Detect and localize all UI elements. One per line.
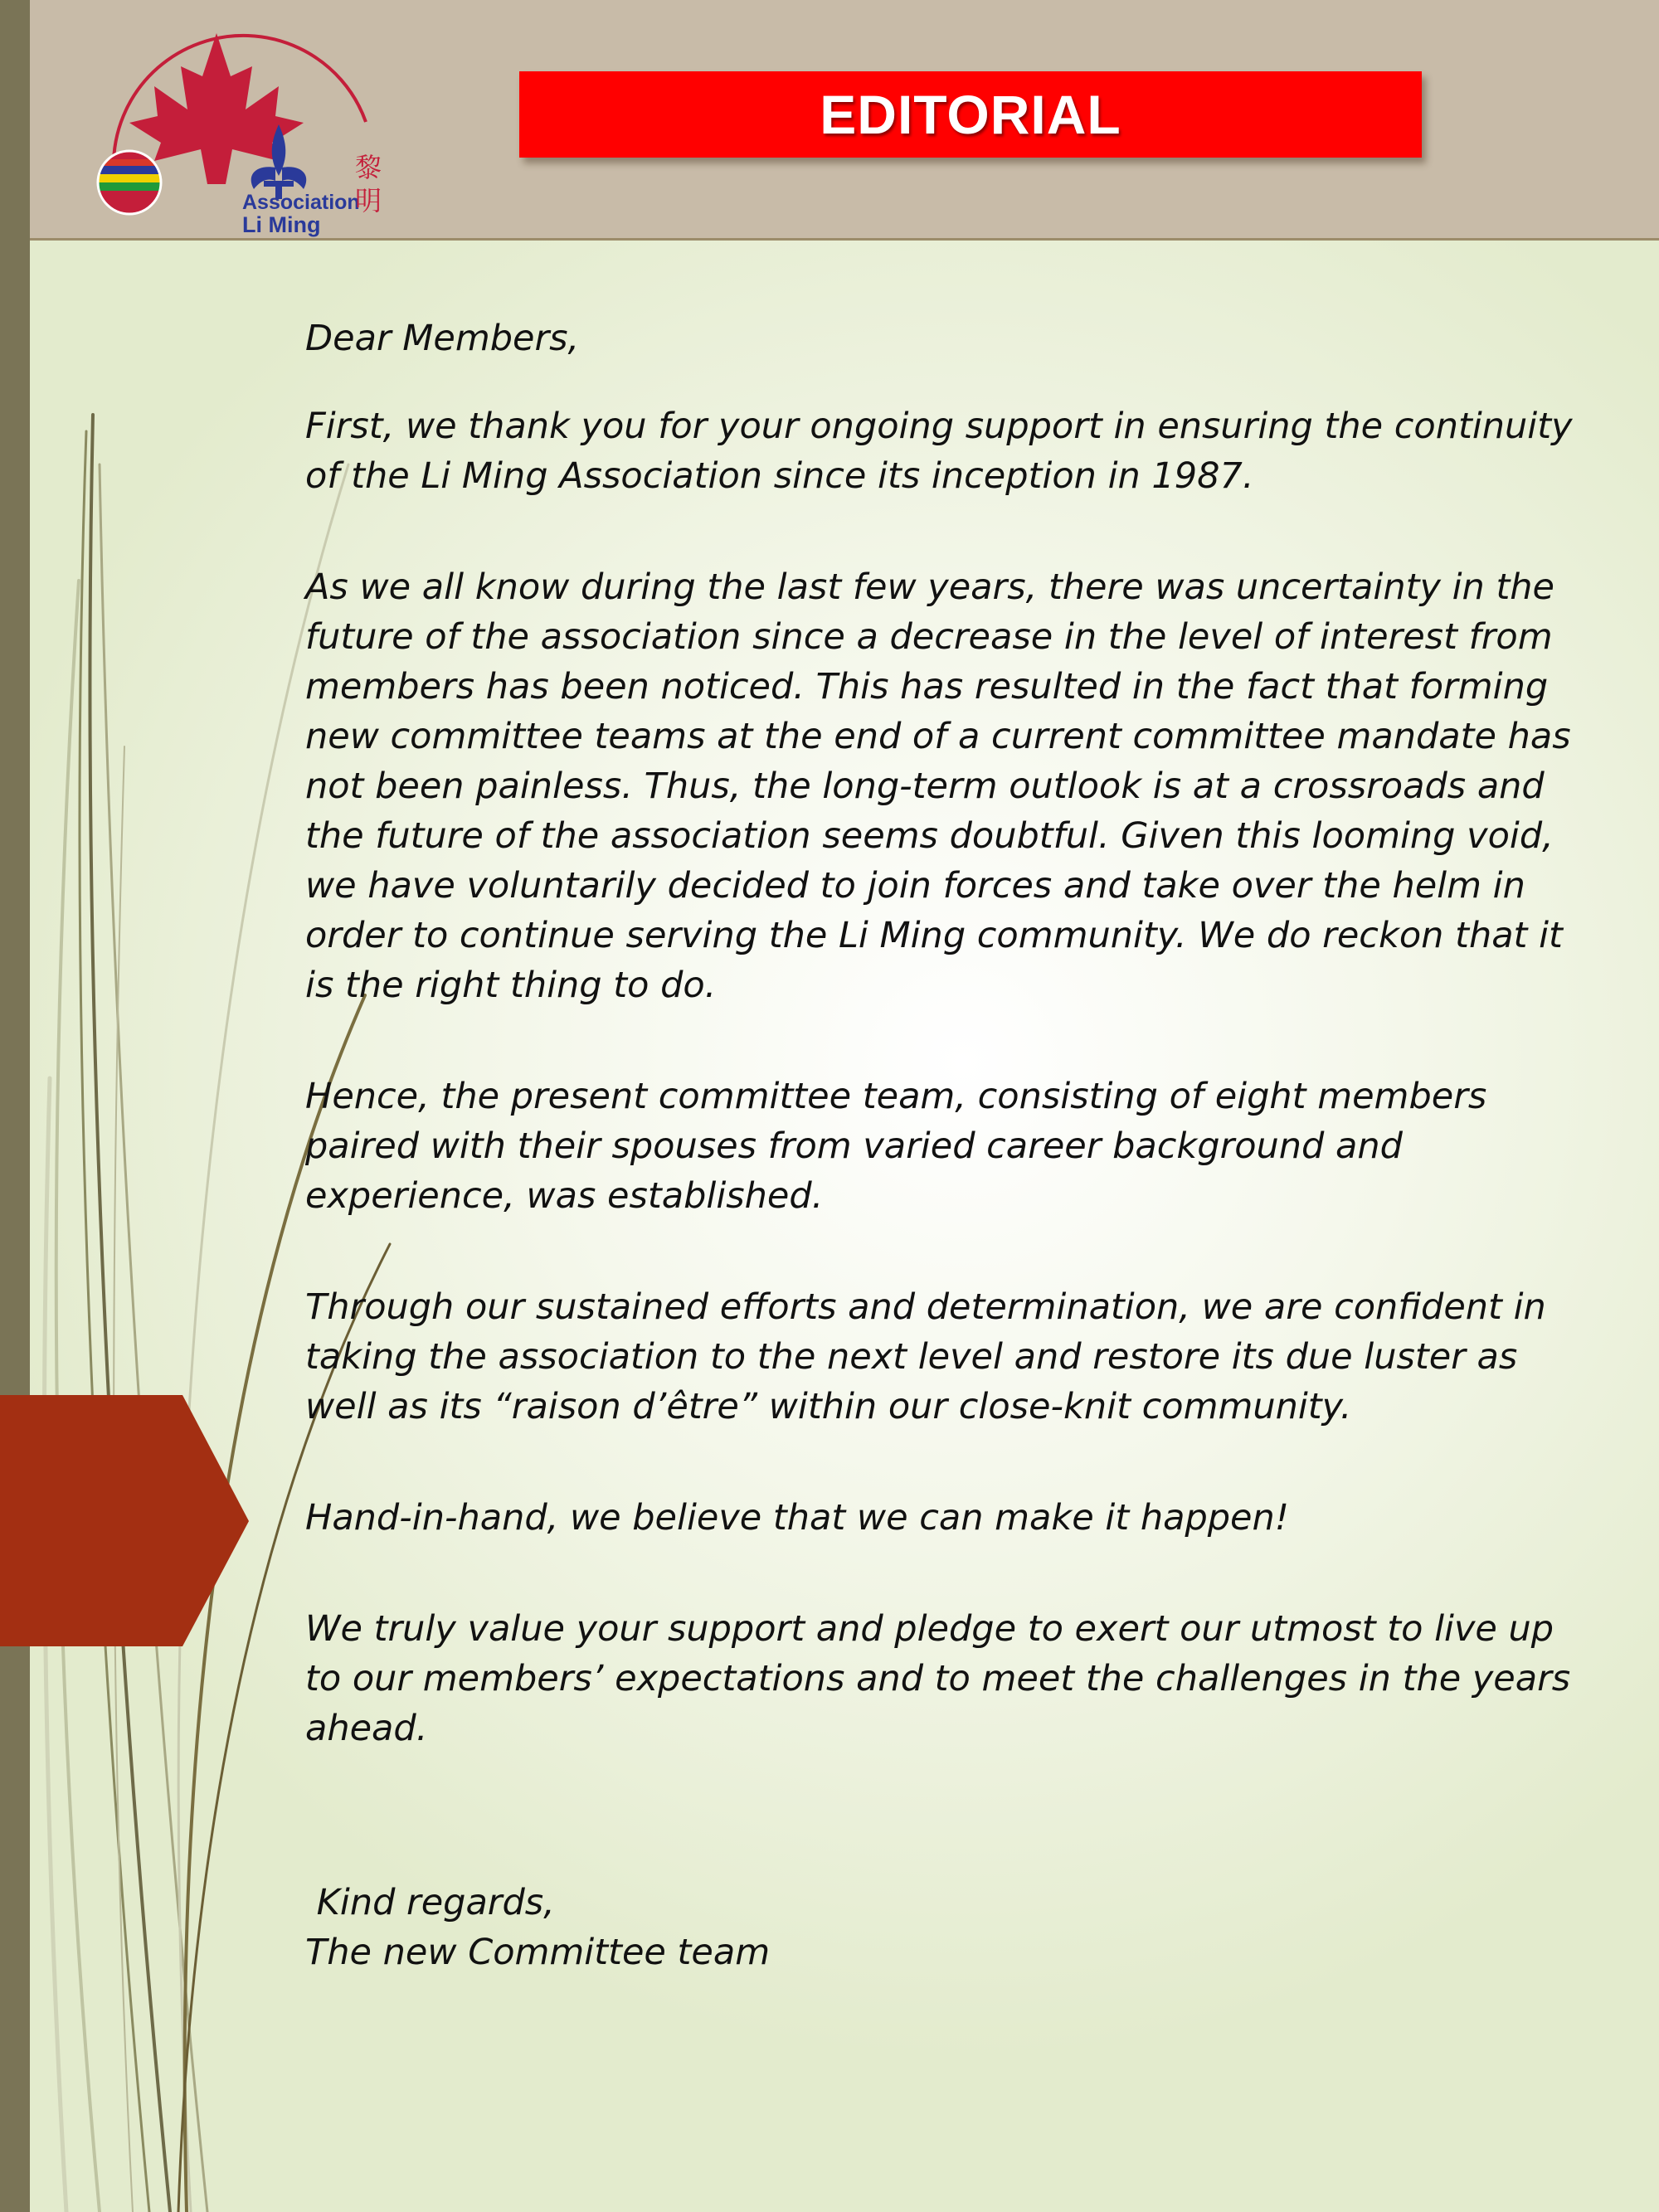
logo-chinese-characters: [355, 151, 382, 217]
paragraph-committee: Hence, the present committee team, consisting of eight members paired with their spouses from varied career background and experience, was established.: [305, 1076, 1487, 1217]
logo-li-ming-text: Li Ming: [242, 212, 321, 237]
association-logo: [80, 18, 387, 242]
letter-body: [305, 314, 1583, 1977]
signature-line: The new Committee team: [305, 1932, 771, 1973]
paragraph-efforts: Through our sustained efforts and determination, we are confident in taking the association to the next level and restore its due luster as well as its “raison d’être” within our close-knit community.: [305, 1286, 1546, 1427]
header-band: [30, 0, 1659, 241]
closing-line: Kind regards,: [305, 1882, 555, 1923]
paragraph-hand-in-hand: Hand-in-hand, we believe that we can make it happen!: [305, 1497, 1289, 1539]
logo-chinese-char: 明: [355, 185, 382, 216]
paragraph-uncertainty: As we all know during the last few years, there was uncertainty in the future of the association since a decrease in the level of interest from members has been noticed. This has resulted in the fact that forming new committee teams at the end of a current committee mandate has not been painless. Thus, the long-term outlook is at a crossroads and the future of the association seems doubtful. Given this looming void, we have voluntarily decided to join forces and take over the helm in order to continue serving the Li Ming community. We do reckon that it is the right thing to do.: [305, 566, 1571, 1006]
left-sidebar-strip: [0, 0, 30, 2212]
paragraph-intro: First, we thank you for your ongoing support in ensuring the continuity of the Li Ming Association since its inception in 1987.: [305, 406, 1573, 497]
arrow-tab-shape: [0, 1395, 249, 1646]
page-title: EDITORIAL: [820, 84, 1121, 145]
logo-association-text: Association: [242, 191, 360, 214]
editorial-banner: [519, 71, 1422, 158]
flag-icon: [96, 151, 163, 216]
paragraph-pledge: We truly value your support and pledge to exert our utmost to live up to our members’ expectations and to meet the challenges in the years ahead.: [305, 1608, 1571, 1749]
salutation: Dear Members,: [305, 318, 580, 359]
logo-chinese-char: 黎: [355, 152, 382, 183]
